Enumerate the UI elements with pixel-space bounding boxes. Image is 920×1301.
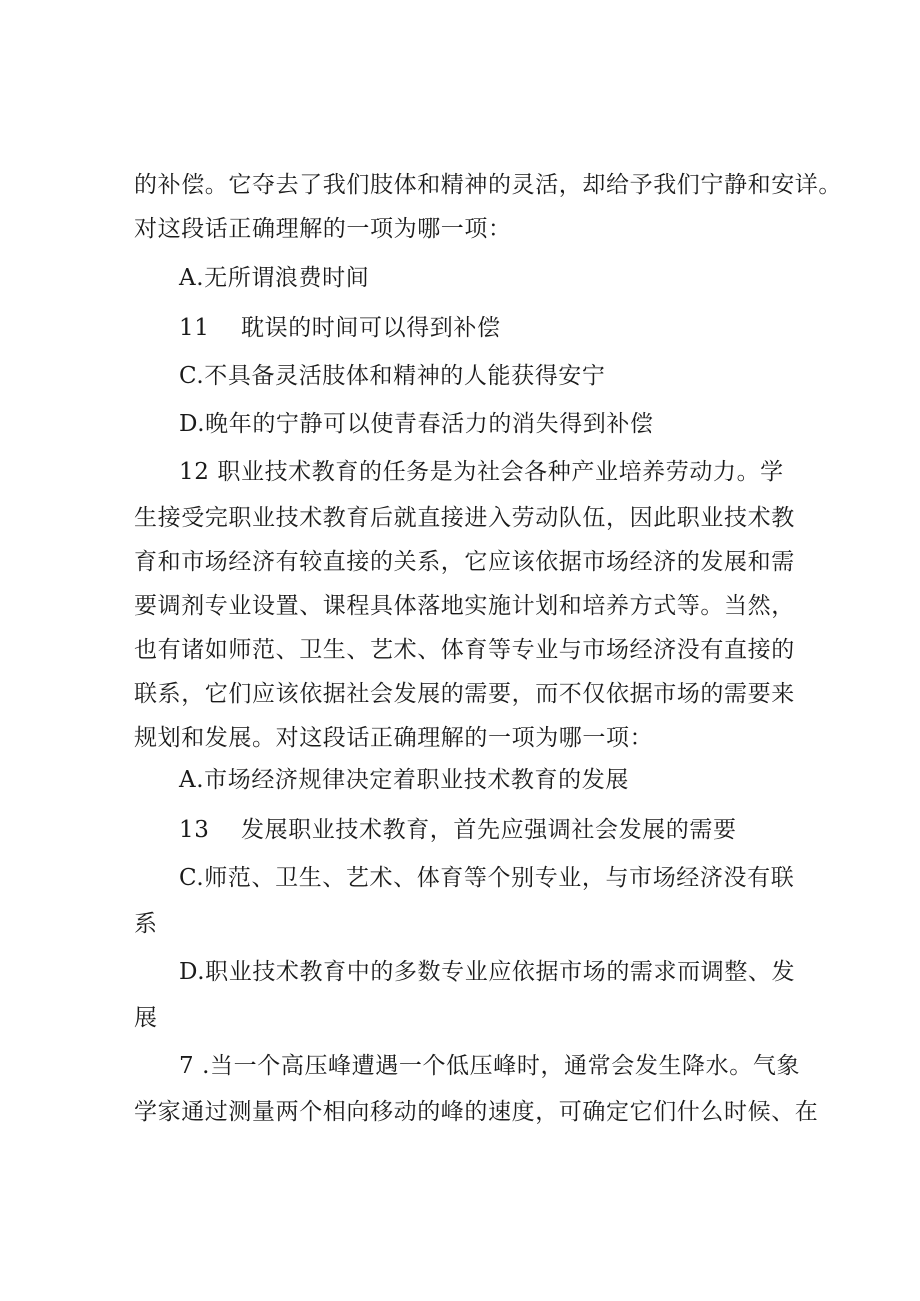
option-d: D.晚年的宁静可以使青春活力的消失得到补偿: [179, 411, 654, 437]
option-d-continued: 展: [134, 1005, 158, 1031]
option-c: C.师范、卫生、艺术、体育等个别专业，与市场经济没有联: [179, 865, 795, 891]
paragraph-line: 学家通过测量两个相向移动的峰的速度，可确定它们什么时候、在: [134, 1099, 819, 1125]
question-7-line: 7 .当一个高压峰遭遇一个低压峰时，通常会发生降水。气象: [179, 1053, 801, 1079]
option-text: 耽误的时间可以得到补偿: [241, 315, 501, 341]
option-text: 发展职业技术教育，首先应强调社会发展的需要: [241, 817, 737, 843]
option-numbered: [179, 816, 737, 844]
option-numbered: [179, 314, 501, 342]
option-c-continued: 系: [134, 911, 158, 937]
paragraph-line: 的补偿。它夺去了我们肢体和精神的灵活，却给予我们宁静和安详。: [134, 172, 842, 198]
paragraph-line: 要调剂专业设置、课程具体落地实施计划和培养方式等。当然，: [134, 593, 795, 619]
option-a: A.市场经济规律决定着职业技术教育的发展: [179, 767, 629, 793]
option-number: 11: [179, 315, 210, 341]
option-number: 13: [179, 817, 210, 843]
paragraph-line: 育和市场经济有较直接的关系，它应该依据市场经济的发展和需: [134, 549, 795, 575]
question-12-line: 12 职业技术教育的任务是为社会各种产业培养劳动力。学: [179, 459, 784, 485]
paragraph-line: 联系，它们应该依据社会发展的需要，而不仅依据市场的需要来: [134, 681, 795, 707]
question-prompt: 对这段话正确理解的一项为哪一项：: [134, 216, 512, 242]
paragraph-line: 生接受完职业技术教育后就直接进入劳动队伍，因此职业技术教: [134, 505, 795, 531]
paragraph-line: 也有诸如师范、卫生、艺术、体育等专业与市场经济没有直接的: [134, 637, 795, 663]
option-a: A.无所谓浪费时间: [179, 265, 370, 291]
option-d: D.职业技术教育中的多数专业应依据市场的需求而调整、发: [179, 959, 796, 985]
question-prompt: 规划和发展。对这段话正确理解的一项为哪一项：: [134, 725, 654, 751]
option-c: C.不具备灵活肢体和精神的人能获得安宁: [179, 363, 606, 389]
